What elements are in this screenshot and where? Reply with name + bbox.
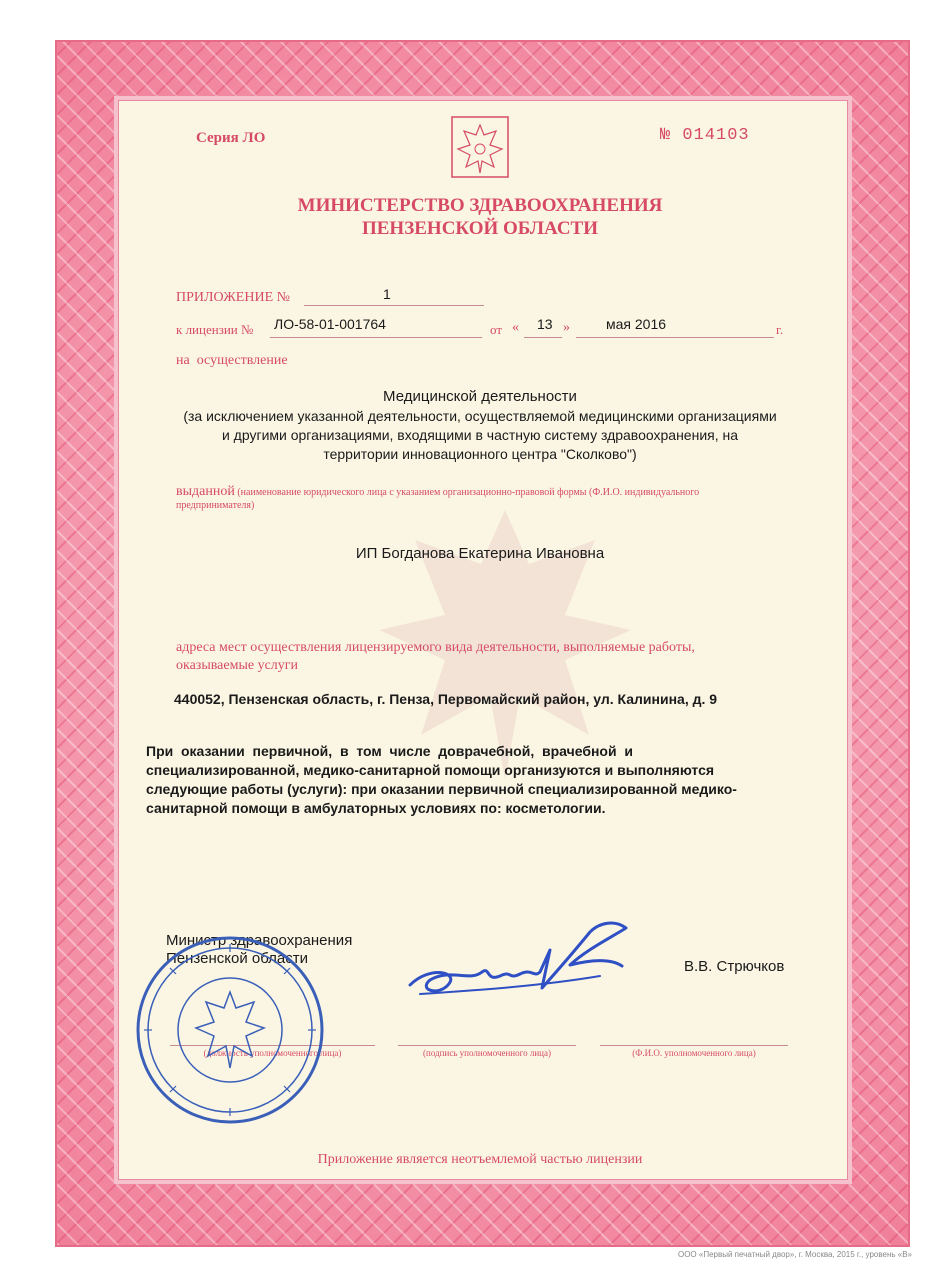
license-month-year: мая 2016 [606,316,667,332]
address-label-line2: оказываемые услуги [176,658,299,673]
issued-label: выданной [176,484,235,499]
activity-note-line2: и другими организациями, входящими в частную систему здравоохранения, на [221,427,739,443]
license-number: ЛО-58-01-001764 [274,316,386,332]
activity-note-line1: (за исключением указанной деятельности, осуществляемой медицинскими организациями [183,408,777,424]
ministry-title-line2: ПЕНЗЕНСКОЙ ОБЛАСТИ [361,218,598,239]
official-stamp-icon [130,930,330,1130]
coat-of-arms-icon [448,115,512,179]
signer-position-line2: Пензенской области [166,950,308,967]
day-underline [524,337,562,338]
license-number-underline [270,337,482,338]
appendix-value: 1 [383,286,391,302]
caption-position: (должность уполномоченного лица) [203,1048,342,1058]
issued-block [176,485,806,512]
open-quote: « [512,320,519,335]
signature-underline [398,1045,576,1046]
services-line3: следующие работы (услуги): при оказании первичной специализированной медико- [146,781,737,797]
activity-label: на осуществление [176,353,288,368]
signer-position-line1: Министр здравоохранения [166,932,353,949]
printer-imprint: ООО «Первый печатный двор», г. Москва, 2015 г., уровень «В» [677,1250,912,1259]
activity-note-line3: территории инновационного центра "Сколково") [323,446,637,462]
license-day: 13 [537,316,553,332]
series-label: Серия ЛО [196,130,266,146]
name-underline [600,1045,788,1046]
address-value: 440052, Пензенская область, г. Пенза, Первомайский район, ул. Калинина, д. 9 [174,691,718,707]
issued-hint-line1: (наименование юридического лица с указанием организационно-правовой формы (Ф.И.О. индивидуального [237,487,700,498]
document-number: № 014103 [660,126,750,145]
year-suffix: г. [776,322,784,337]
appendix-label: ПРИЛОЖЕНИЕ № [176,290,290,305]
close-quote: » [563,320,570,335]
license-from-label: от [490,322,503,337]
caption-signature: (подпись уполномоченного лица) [423,1048,551,1058]
address-label-line1: адреса мест осуществления лицензируемого вида деятельности, выполняемые работы, [176,640,695,655]
license-label: к лицензии № [176,322,254,337]
handwritten-signature-icon [400,910,640,1010]
services-line4: санитарной помощи в амбулаторных условиях по: косметологии. [146,800,606,816]
signer-name: В.В. Стрючков [684,958,785,975]
activity-title: Медицинской деятельности [383,388,577,405]
ministry-title-line1: МИНИСТЕРСТВО ЗДРАВООХРАНЕНИЯ [297,195,663,216]
footer-note: Приложение является неотъемлемой частью лицензии [317,1152,643,1167]
appendix-underline [304,305,484,306]
services-line2: специализированной, медико-санитарной помощи организуются и выполняются [146,762,715,778]
caption-name: (Ф.И.О. уполномоченного лица) [632,1048,756,1058]
holder-name: ИП Богданова Екатерина Ивановна [355,545,605,562]
issued-hint-line2: предпринимателя) [176,500,255,511]
services-line1: При оказании первичной, в том числе доврачебной, врачебной и [146,743,633,759]
month-underline [576,337,774,338]
services-block [146,742,806,818]
